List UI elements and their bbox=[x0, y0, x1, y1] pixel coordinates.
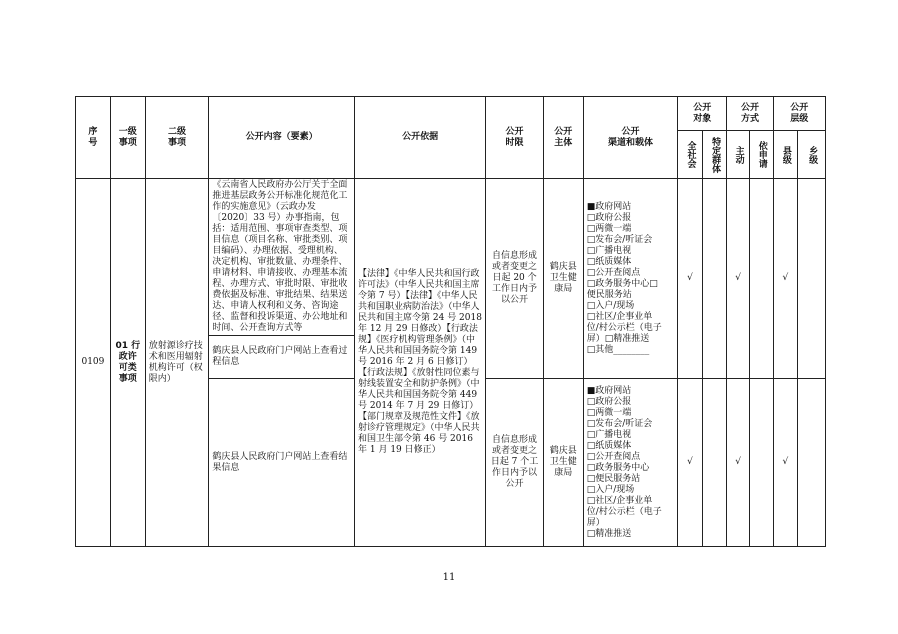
page-number: 11 bbox=[442, 572, 456, 583]
header-level1: 一级 事项 bbox=[110, 97, 145, 179]
row-channels-2 bbox=[583, 379, 677, 547]
list-item: □公开查阅点 bbox=[586, 267, 641, 278]
header-method-group: 公开 方式 bbox=[727, 97, 773, 131]
list-item: 屏） bbox=[586, 517, 605, 528]
list-item: 位/村公示栏（电子 bbox=[586, 322, 662, 333]
list-item: □广播电视 bbox=[586, 245, 632, 256]
list-item: 位/村公示栏（电子 bbox=[586, 506, 662, 517]
empty-cell bbox=[749, 379, 773, 547]
empty-cell bbox=[798, 179, 826, 379]
row-basis: 【法律】《中华人民共和国行政许可法》（中华人民共和国主席令第 7 号）【法律】《中华人民共和国职业病防治法》（中华人民共和国主席令第 24 号 2018 年 12 月 29 日修改）【行政法规】《医疗机构管理条例》（中华人民共和国国务院令第 149 号 2016 年 2 月 6 日修订）【行政法规】《放射性同位素与射线装置安全和防护条例》（中华人民共和国国务院令第 449 号 2014 年 7 月 29 日修订）【部门规章及规范性文件】《放射诊疗管理规定》（中华人民共和国卫生部令第 46 号 2016 年 1 月 19 日修正） bbox=[355, 179, 486, 547]
list-item: □政务服务中心□ bbox=[586, 278, 658, 289]
list-item: □两微一端 bbox=[586, 223, 632, 234]
list-item: □发布会/听证会 bbox=[586, 418, 653, 429]
row-content-1: 《云南省人民政府办公厅关于全面推进基层政务公开标准化规范化工作的实施意见》（云政办发〔2020〕33 号）办事指南，包括：适用范围、事项审查类型、项目信息（项目名称、审批类别、项目编码）、办理依据、受理机构、决定机构、审批数量、办理条件、申请材料、申请接收、办理基本流程、办理方式、审批时限、审批收费依据及标准、审批结果、结果送达、申请人权利和义务、咨询途径、监督和投诉渠道、办公地址和时间、公开查询方式等 bbox=[209, 179, 355, 336]
header-content: 公开内容（要素） bbox=[209, 97, 355, 179]
row-subject-1: 鹤庆县卫生健康局 bbox=[543, 179, 583, 379]
list-item: □入户/现场 bbox=[586, 300, 635, 311]
header-channel: 公开 渠道和载体 bbox=[583, 97, 677, 179]
empty-cell bbox=[798, 379, 826, 547]
list-item: □纸质媒体 bbox=[586, 440, 632, 451]
check-obj-all-1: √ bbox=[678, 179, 703, 379]
table-row bbox=[76, 179, 826, 336]
list-item: □政府公报 bbox=[586, 396, 632, 407]
list-item: □纸质媒体 bbox=[586, 256, 632, 267]
row-channels-1 bbox=[583, 179, 677, 379]
header-level-county: 县级 bbox=[773, 131, 798, 179]
row-content-2: 鹤庆县人民政府门户网站上查看过程信息 bbox=[209, 336, 355, 379]
row-content-3: 鹤庆县人民政府门户网站上查看结果信息 bbox=[209, 379, 355, 547]
header-row-1 bbox=[76, 97, 826, 131]
header-obj-all: 全社会 bbox=[678, 131, 703, 179]
list-item: 屏）□精准推送 bbox=[586, 333, 650, 344]
row-level1: 01 行 政许 可类 事项 bbox=[110, 179, 145, 547]
check-county-1: √ bbox=[773, 179, 798, 379]
disclosure-table bbox=[75, 96, 826, 547]
list-item: □两微一端 bbox=[586, 407, 632, 418]
list-item: □精准推送 bbox=[586, 528, 632, 539]
empty-cell bbox=[749, 179, 773, 379]
row-subject-2: 鹤庆县卫生健康局 bbox=[543, 379, 583, 547]
row-period-1: 自信息形成或者变更之日起 20 个工作日内予以公开 bbox=[486, 179, 543, 379]
list-item: □公开查阅点 bbox=[586, 451, 641, 462]
list-item: □广播电视 bbox=[586, 429, 632, 440]
header-period: 公开 时限 bbox=[486, 97, 543, 179]
header-level-town: 乡级 bbox=[798, 131, 826, 179]
list-item: □入户/现场 bbox=[586, 484, 635, 495]
header-method-apply: 依申请 bbox=[749, 131, 773, 179]
list-item: □社区/企事业单 bbox=[586, 311, 653, 322]
check-obj-all-2: √ bbox=[678, 379, 703, 547]
empty-cell bbox=[702, 379, 727, 547]
header-seq: 序 号 bbox=[76, 97, 111, 179]
header-subject: 公开 主体 bbox=[543, 97, 583, 179]
list-item: ■政府网站 bbox=[586, 201, 632, 212]
check-active-1: √ bbox=[727, 179, 750, 379]
list-item: □其他________ bbox=[586, 344, 650, 355]
header-method-active: 主动 bbox=[727, 131, 750, 179]
list-item: □发布会/听证会 bbox=[586, 234, 653, 245]
list-item: □便民服务站 bbox=[586, 473, 641, 484]
header-object-group: 公开 对象 bbox=[678, 97, 727, 131]
empty-cell bbox=[702, 179, 727, 379]
list-item: 便民服务站 bbox=[586, 289, 632, 300]
list-item: □政府公报 bbox=[586, 212, 632, 223]
list-item: □政务服务中心 bbox=[586, 462, 650, 473]
row-period-2: 自信息形成或者变更之日起 7 个工作日内予以公开 bbox=[486, 379, 543, 547]
list-item: □社区/企事业单 bbox=[586, 495, 653, 506]
list-item: ■政府网站 bbox=[586, 385, 632, 396]
header-level-group: 公开 层级 bbox=[773, 97, 825, 131]
row-level2: 放射源诊疗技术和医用辐射机构许可（权限内） bbox=[145, 179, 209, 547]
header-basis: 公开依据 bbox=[355, 97, 486, 179]
header-level2: 二级 事项 bbox=[145, 97, 209, 179]
row-seq: 0109 bbox=[76, 179, 111, 547]
check-active-2: √ bbox=[727, 379, 750, 547]
check-county-2: √ bbox=[773, 379, 798, 547]
header-obj-specific: 特定群体 bbox=[702, 131, 727, 179]
